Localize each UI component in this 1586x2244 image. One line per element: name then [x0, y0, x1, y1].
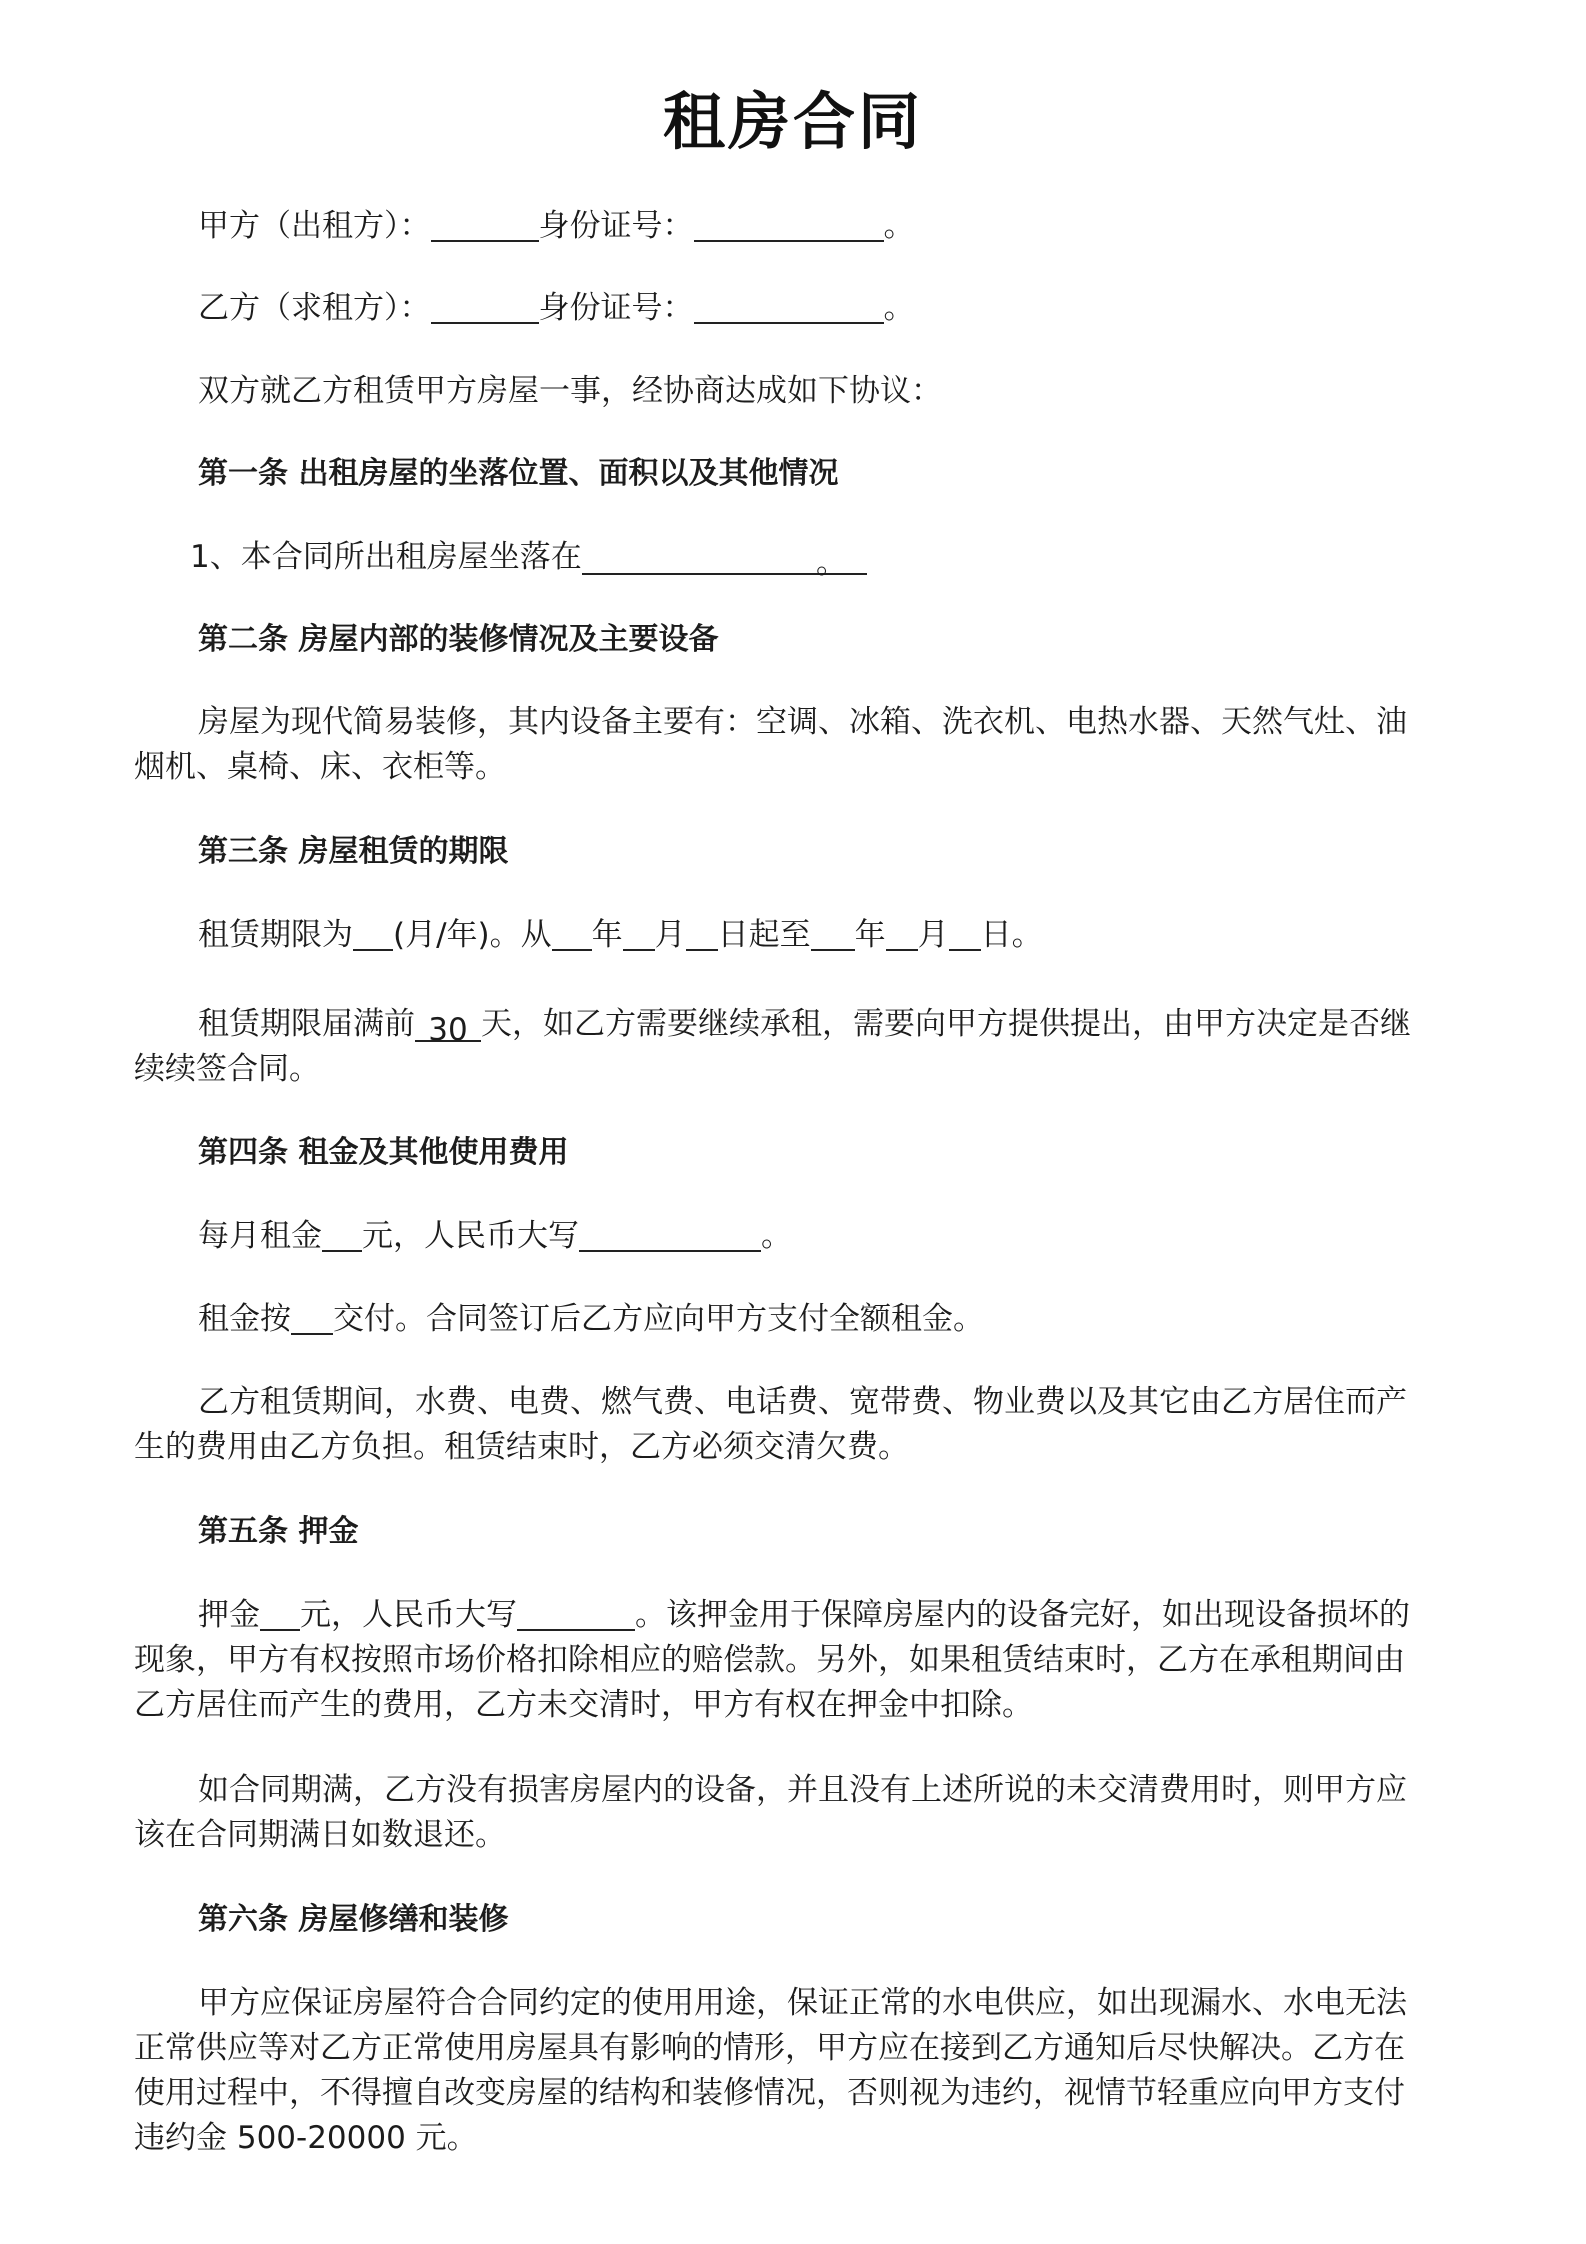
article-5-deposit-line-1 — [198, 1593, 1410, 1637]
address-end: 。 — [816, 545, 848, 581]
renew-label: 租赁期限届满前 — [198, 1006, 415, 1042]
party-b-end: 。 — [883, 290, 915, 326]
rent-words-label: 元，人民币大写 — [362, 1218, 579, 1254]
article-6-heading: 第六条 房屋修缮和装修 — [198, 1902, 509, 1937]
article-1-item-1-text: 1、本合同所出租房屋坐落在 — [190, 539, 582, 575]
party-a-label: 甲方（出租方）： — [198, 208, 431, 244]
article-1-item-1 — [190, 535, 867, 579]
start-month-blank — [623, 917, 655, 951]
party-b-id-label: 身份证号： — [538, 290, 694, 326]
article-6-line-1: 甲方应保证房屋符合合同约定的使用用途，保证正常的水电供应，如出现漏水、水电无法 — [198, 1985, 1407, 2021]
article-5-deposit-line-2: 现象，甲方有权按照市场价格扣除相应的赔偿款。另外，如果租赁结束时，乙方在承租期间由 — [134, 1642, 1405, 1678]
rent-amount-blank — [322, 1218, 362, 1252]
pay-label: 租金按 — [198, 1301, 291, 1337]
article-4-rent-line — [198, 1214, 792, 1258]
deposit-text: 。该押金用于保障房屋内的设备完好，如出现设备损坏的 — [635, 1597, 1410, 1633]
party-a-end: 。 — [883, 208, 915, 244]
start-month-label: 月 — [654, 917, 686, 953]
article-5-heading: 第五条 押金 — [198, 1514, 359, 1549]
term-label: 租赁期限为 — [198, 917, 353, 953]
document-title: 租房合同 — [662, 85, 923, 158]
party-b-line — [198, 286, 915, 330]
article-2-heading: 第二条 房屋内部的装修情况及主要设备 — [198, 622, 719, 657]
renew-text: 天，如乙方需要继续承租，需要向甲方提供提出，由甲方决定是否继 — [481, 1006, 1411, 1042]
article-3-renew-line-1 — [198, 1002, 1411, 1046]
start-year-blank — [552, 917, 592, 951]
start-day-label: 日起至 — [717, 917, 811, 953]
article-6-line-2: 正常供应等对乙方正常使用房屋具有影响的情形，甲方应在接到乙方通知后尽快解决。乙方在 — [134, 2030, 1405, 2066]
article-4-heading: 第四条 租金及其他使用费用 — [198, 1135, 569, 1170]
rent-words-blank — [579, 1218, 761, 1252]
article-4-fees-line-2: 生的费用由乙方负担。租赁结束时，乙方必须交清欠费。 — [134, 1429, 909, 1465]
intro-text: 双方就乙方租赁甲方房屋一事，经协商达成如下协议： — [198, 373, 942, 409]
start-day-blank — [686, 917, 718, 951]
article-2-para-line-2: 烟机、桌椅、床、衣柜等。 — [134, 749, 506, 785]
article-6-line-4: 违约金 500-20000 元。 — [134, 2120, 478, 2156]
end-year-label: 年 — [854, 917, 886, 953]
article-5-return-line-1: 如合同期满，乙方没有损害房屋内的设备，并且没有上述所说的未交清费用时，则甲方应 — [198, 1772, 1407, 1808]
end-year-blank — [811, 917, 855, 951]
rent-end: 。 — [761, 1218, 792, 1254]
article-3-term-line — [198, 913, 1043, 957]
article-5-return-line-2: 该在合同期满日如数退还。 — [134, 1817, 506, 1853]
article-4-pay-line — [198, 1297, 984, 1341]
pay-cycle-blank — [291, 1301, 333, 1335]
deposit-words-blank — [517, 1597, 635, 1631]
renew-days: 30 — [415, 1008, 481, 1042]
end-month-blank — [886, 917, 918, 951]
party-b-label: 乙方（求租方）： — [198, 290, 431, 326]
end-day-blank — [949, 917, 981, 951]
rent-label: 每月租金 — [198, 1218, 322, 1254]
party-a-id-label: 身份证号： — [538, 208, 694, 244]
deposit-words-label: 元，人民币大写 — [300, 1597, 517, 1633]
article-6-line-3: 使用过程中，不得擅自改变房屋的结构和装修情况，否则视为违约，视情节轻重应向甲方支付 — [134, 2075, 1405, 2111]
article-5-deposit-line-3: 乙方居住而产生的费用，乙方未交清时，甲方有权在押金中扣除。 — [134, 1687, 1033, 1723]
article-1-heading: 第一条 出租房屋的坐落位置、面积以及其他情况 — [198, 456, 839, 491]
party-a-line — [198, 204, 915, 248]
term-unit: (月/年)。从 — [393, 917, 552, 953]
start-year-label: 年 — [591, 917, 623, 953]
party-b-id-blank — [694, 290, 884, 324]
end-month-label: 月 — [917, 917, 949, 953]
article-4-fees-line-1: 乙方租赁期间，水费、电费、燃气费、电话费、宽带费、物业费以及其它由乙方居住而产 — [198, 1384, 1407, 1420]
party-a-name-blank — [431, 208, 539, 242]
party-a-id-blank — [694, 208, 884, 242]
article-2-para-line-1: 房屋为现代简易装修，其内设备主要有：空调、冰箱、洗衣机、电热水器、天然气灶、油 — [198, 704, 1407, 740]
address-blank — [582, 541, 867, 581]
term-blank — [353, 917, 393, 951]
deposit-amount-blank — [260, 1597, 300, 1631]
end-day-label: 日。 — [980, 917, 1043, 953]
deposit-label: 押金 — [198, 1597, 260, 1633]
article-3-heading: 第三条 房屋租赁的期限 — [198, 834, 509, 869]
party-b-name-blank — [431, 290, 539, 324]
article-3-renew-line-2: 续续签合同。 — [134, 1051, 320, 1087]
pay-text: 交付。合同签订后乙方应向甲方支付全额租金。 — [333, 1301, 984, 1337]
